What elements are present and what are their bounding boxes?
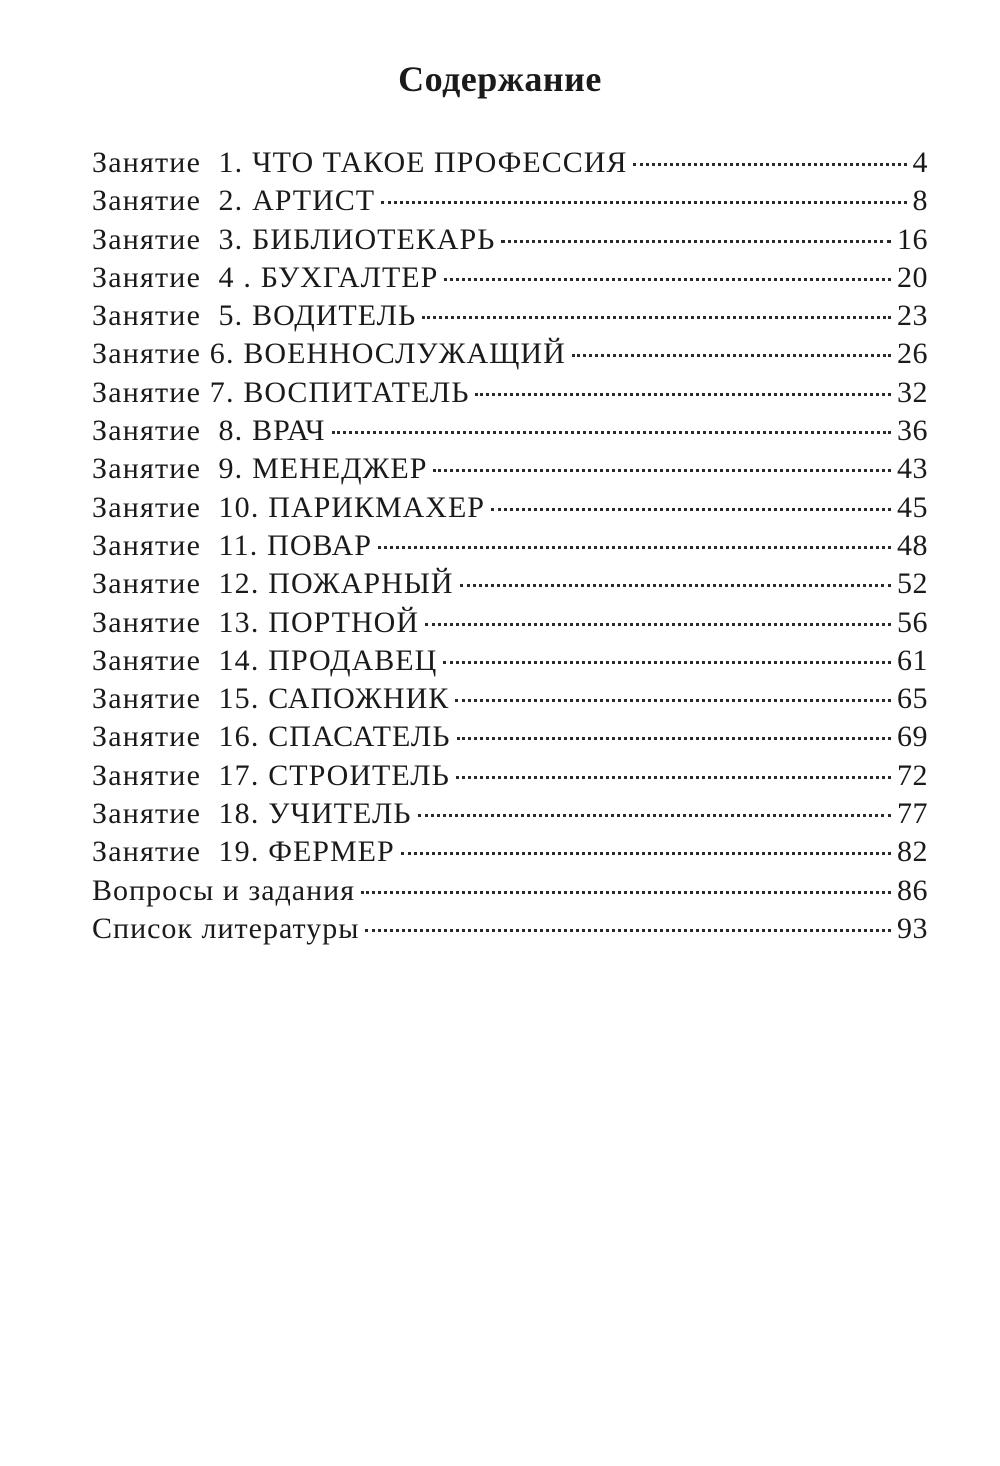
dot-leader — [572, 354, 891, 357]
toc-entry[interactable] — [92, 910, 928, 948]
toc-entry-text — [92, 412, 326, 450]
dot-leader — [381, 201, 906, 204]
toc-page-number: 32 — [897, 375, 928, 409]
dot-leader — [378, 546, 891, 549]
toc-entry-text — [92, 680, 449, 718]
toc-entry[interactable] — [92, 833, 928, 871]
toc-entry[interactable] — [92, 604, 928, 642]
dot-leader — [332, 431, 891, 434]
toc-page-number: 65 — [897, 682, 928, 716]
toc-entry[interactable] — [92, 259, 928, 297]
dot-leader — [433, 469, 891, 472]
toc-entry-text — [92, 642, 437, 680]
toc-entry-topic: ЧТО ТАКОЕ ПРОФЕССИЯ — [252, 146, 628, 179]
dot-leader — [444, 278, 891, 281]
toc-entry-text — [92, 297, 416, 335]
toc-page-number: 52 — [897, 567, 928, 601]
toc-entry-topic: Вопросы и задания — [92, 873, 355, 907]
toc-entry-text — [92, 565, 454, 603]
toc-entry-topic: ВОЕННОСЛУЖАЩИЙ — [243, 337, 566, 371]
toc-entry-text — [92, 489, 485, 527]
dot-leader — [455, 699, 891, 702]
toc-entry-topic: ВОДИТЕЛЬ — [252, 299, 417, 333]
toc-entry-label: Занятие 19. — [92, 835, 269, 869]
toc-page-number: 45 — [897, 490, 928, 524]
toc-entry[interactable] — [92, 680, 928, 718]
toc-entry[interactable] — [92, 757, 928, 795]
dot-leader — [456, 776, 891, 779]
toc-page-number: 43 — [897, 452, 928, 486]
toc-page-number: 86 — [897, 873, 928, 907]
toc-entry-text — [92, 872, 355, 910]
toc-entry-label: Занятие 5. — [92, 299, 253, 333]
toc-entry-text — [92, 604, 419, 642]
toc-page-number: 56 — [897, 605, 928, 639]
toc-entry-label: Занятие 3. — [92, 222, 253, 256]
page-title: Содержание — [398, 59, 602, 99]
toc-entry-label: Занятие 15. — [92, 682, 269, 716]
toc-entry-topic: МЕНЕДЖЕР — [252, 452, 428, 486]
toc-page-number: 8 — [912, 184, 928, 218]
toc-entry-label: Занятие 17. — [92, 758, 269, 792]
toc-entry-topic: АРТИСТ — [252, 184, 376, 218]
toc-entry-topic: ВРАЧ — [252, 414, 326, 448]
toc-entry-label: Занятие 1. — [92, 146, 253, 179]
toc-page-number: 61 — [897, 643, 928, 677]
dot-leader — [475, 393, 891, 396]
dot-leader — [633, 163, 906, 166]
dot-leader — [457, 737, 892, 740]
toc-entry-text — [92, 757, 450, 795]
toc-entry-topic: ПОВАР — [267, 528, 372, 562]
toc-entry-text — [92, 795, 412, 833]
toc-entry-text — [92, 718, 451, 756]
dot-leader — [361, 891, 891, 894]
toc-entry[interactable] — [92, 297, 928, 335]
toc-entry[interactable] — [92, 450, 928, 488]
toc-page-number: 82 — [897, 835, 928, 869]
toc-entry[interactable] — [92, 221, 928, 259]
toc-entry-topic: УЧИТЕЛЬ — [268, 797, 412, 831]
toc-entry-text — [92, 527, 372, 565]
toc-entry-topic: ВОСПИТАТЕЛЬ — [243, 375, 470, 409]
dot-leader — [425, 623, 891, 626]
toc-entry-topic: БУХГАЛТЕР — [260, 260, 439, 294]
dot-leader — [460, 584, 891, 587]
toc-entry-topic: БИБЛИОТЕКАРЬ — [252, 222, 496, 256]
toc-entry-topic: СПАСАТЕЛЬ — [268, 720, 451, 754]
toc-entry-text — [92, 910, 359, 948]
toc-entry-label: Занятие 14. — [92, 643, 269, 677]
dot-leader — [501, 240, 891, 243]
toc-entry-label: Занятие 18. — [92, 797, 269, 831]
dot-leader — [491, 508, 891, 511]
toc-entry[interactable] — [92, 182, 928, 220]
toc-entry-topic: ПОРТНОЙ — [268, 605, 419, 639]
toc-entry-text — [92, 833, 395, 871]
toc-entry-topic: ПАРИКМАХЕР — [268, 490, 485, 524]
toc-entry-label: Занятие 13. — [92, 605, 269, 639]
toc-entry-label: Занятие 2. — [92, 184, 253, 218]
toc-entry[interactable] — [92, 374, 928, 412]
dot-leader — [401, 852, 891, 855]
toc-entry-text — [92, 259, 438, 297]
toc-entry[interactable] — [92, 527, 928, 565]
toc-entry-label: Занятие 16. — [92, 720, 269, 754]
toc-entry-text — [92, 335, 566, 373]
toc-entry-topic: ПОЖАРНЫЙ — [268, 567, 454, 601]
toc-page-number: 93 — [897, 911, 928, 945]
toc-entry-topic: СТРОИТЕЛЬ — [268, 758, 450, 792]
toc-entry[interactable] — [92, 412, 928, 450]
toc-entry[interactable] — [92, 718, 928, 756]
toc-entry-text — [92, 182, 375, 220]
toc-entry-label: Занятие 9. — [92, 452, 253, 486]
toc-entry-label: Занятие 6. — [92, 337, 244, 371]
toc-entry[interactable] — [92, 795, 928, 833]
toc-entry-label: Занятие 7. — [92, 375, 244, 409]
toc-entry-topic: ПРОДАВЕЦ — [268, 643, 438, 677]
toc-entry-topic: САПОЖНИК — [268, 682, 450, 716]
toc-entry[interactable] — [92, 565, 928, 603]
toc-page-number: 16 — [897, 222, 928, 256]
toc-entry-topic: Список литературы — [92, 911, 360, 945]
dot-leader — [418, 814, 891, 817]
toc-page-number: 72 — [897, 758, 928, 792]
toc-page-number: 36 — [897, 414, 928, 448]
toc-entry-label: Занятие 4 . — [92, 260, 261, 294]
toc-entry[interactable] — [92, 642, 928, 680]
toc-entry[interactable] — [92, 872, 928, 910]
toc-entry-label: Занятие 8. — [92, 414, 253, 448]
toc-entry-text — [92, 221, 495, 259]
toc-page-number: 26 — [897, 337, 928, 371]
toc-page-number: 69 — [897, 720, 928, 754]
toc-entry-topic: ФЕРМЕР — [268, 835, 395, 869]
dot-leader — [365, 929, 891, 932]
toc-entry-label: Занятие 10. — [92, 490, 269, 524]
table-of-contents — [92, 144, 928, 948]
toc-page-number: 48 — [897, 528, 928, 562]
toc-page-number: 4 — [912, 146, 928, 179]
toc-page-number: 23 — [897, 299, 928, 333]
dot-leader — [422, 316, 891, 319]
toc-entry-text — [92, 450, 427, 488]
toc-entry[interactable] — [92, 489, 928, 527]
toc-entry[interactable] — [92, 335, 928, 373]
toc-entry-text — [92, 144, 627, 182]
toc-entry[interactable] — [92, 144, 928, 182]
toc-page-number: 77 — [897, 797, 928, 831]
toc-entry-label: Занятие 11. — [92, 528, 268, 562]
toc-entry-text — [92, 374, 469, 412]
dot-leader — [443, 661, 891, 664]
toc-page-number: 20 — [897, 260, 928, 294]
toc-entry-label: Занятие 12. — [92, 567, 269, 601]
